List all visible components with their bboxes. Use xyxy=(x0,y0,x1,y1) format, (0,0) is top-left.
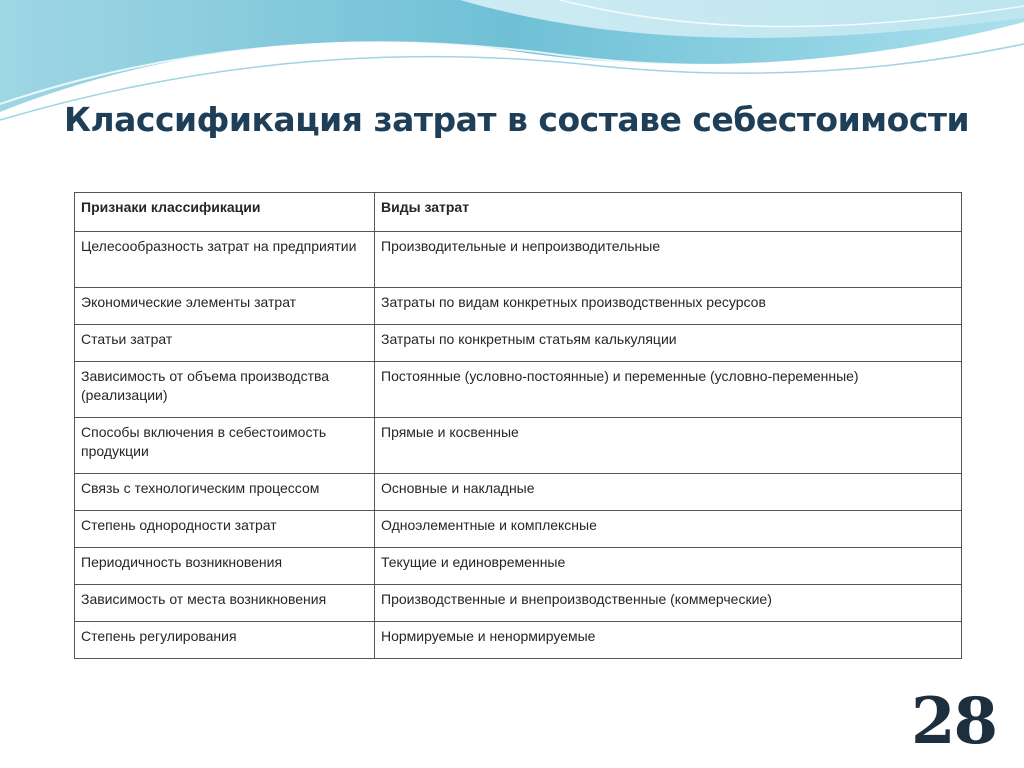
cost-types-cell: Прямые и косвенные xyxy=(375,418,962,474)
feature-cell: Экономические элементы затрат xyxy=(75,288,375,325)
table-row xyxy=(75,232,962,288)
feature-cell: Целесообразность затрат на предприятии xyxy=(75,232,375,288)
cost-types-cell: Одноэлементные и комплексные xyxy=(375,511,962,548)
table-row xyxy=(75,511,962,548)
table-header-row xyxy=(75,193,962,232)
cost-types-cell: Затраты по видам конкретных производственных ресурсов xyxy=(375,288,962,325)
feature-cell: Зависимость от места возникновения xyxy=(75,585,375,622)
slide-title: Классификация затрат в составе себестоимости xyxy=(64,100,970,139)
cost-types-cell: Затраты по конкретным статьям калькуляции xyxy=(375,325,962,362)
slide-page-number: 28 xyxy=(910,684,996,759)
table-row xyxy=(75,548,962,585)
cost-types-cell: Текущие и единовременные xyxy=(375,548,962,585)
cost-types-cell: Основные и накладные xyxy=(375,474,962,511)
cost-types-cell: Производственные и внепроизводственные (коммерческие) xyxy=(375,585,962,622)
table-row xyxy=(75,418,962,474)
feature-cell: Статьи затрат xyxy=(75,325,375,362)
feature-cell: Периодичность возникновения xyxy=(75,548,375,585)
feature-cell: Степень регулирования xyxy=(75,622,375,659)
cost-types-cell: Постоянные (условно-постоянные) и переменные (условно-переменные) xyxy=(375,362,962,418)
feature-cell: Степень однородности затрат xyxy=(75,511,375,548)
header-cost-types: Виды затрат xyxy=(375,193,962,232)
table-row xyxy=(75,325,962,362)
table-row xyxy=(75,362,962,418)
cost-types-cell: Нормируемые и ненормируемые xyxy=(375,622,962,659)
table-row xyxy=(75,474,962,511)
table-row xyxy=(75,585,962,622)
table-row xyxy=(75,622,962,659)
table-row xyxy=(75,288,962,325)
classification-table xyxy=(74,192,962,659)
cost-types-cell: Производительные и непроизводительные xyxy=(375,232,962,288)
feature-cell: Способы включения в себестоимость продукции xyxy=(75,418,375,474)
feature-cell: Зависимость от объема производства (реализации) xyxy=(75,362,375,418)
header-feature: Признаки классификации xyxy=(75,193,375,232)
feature-cell: Связь с технологическим процессом xyxy=(75,474,375,511)
